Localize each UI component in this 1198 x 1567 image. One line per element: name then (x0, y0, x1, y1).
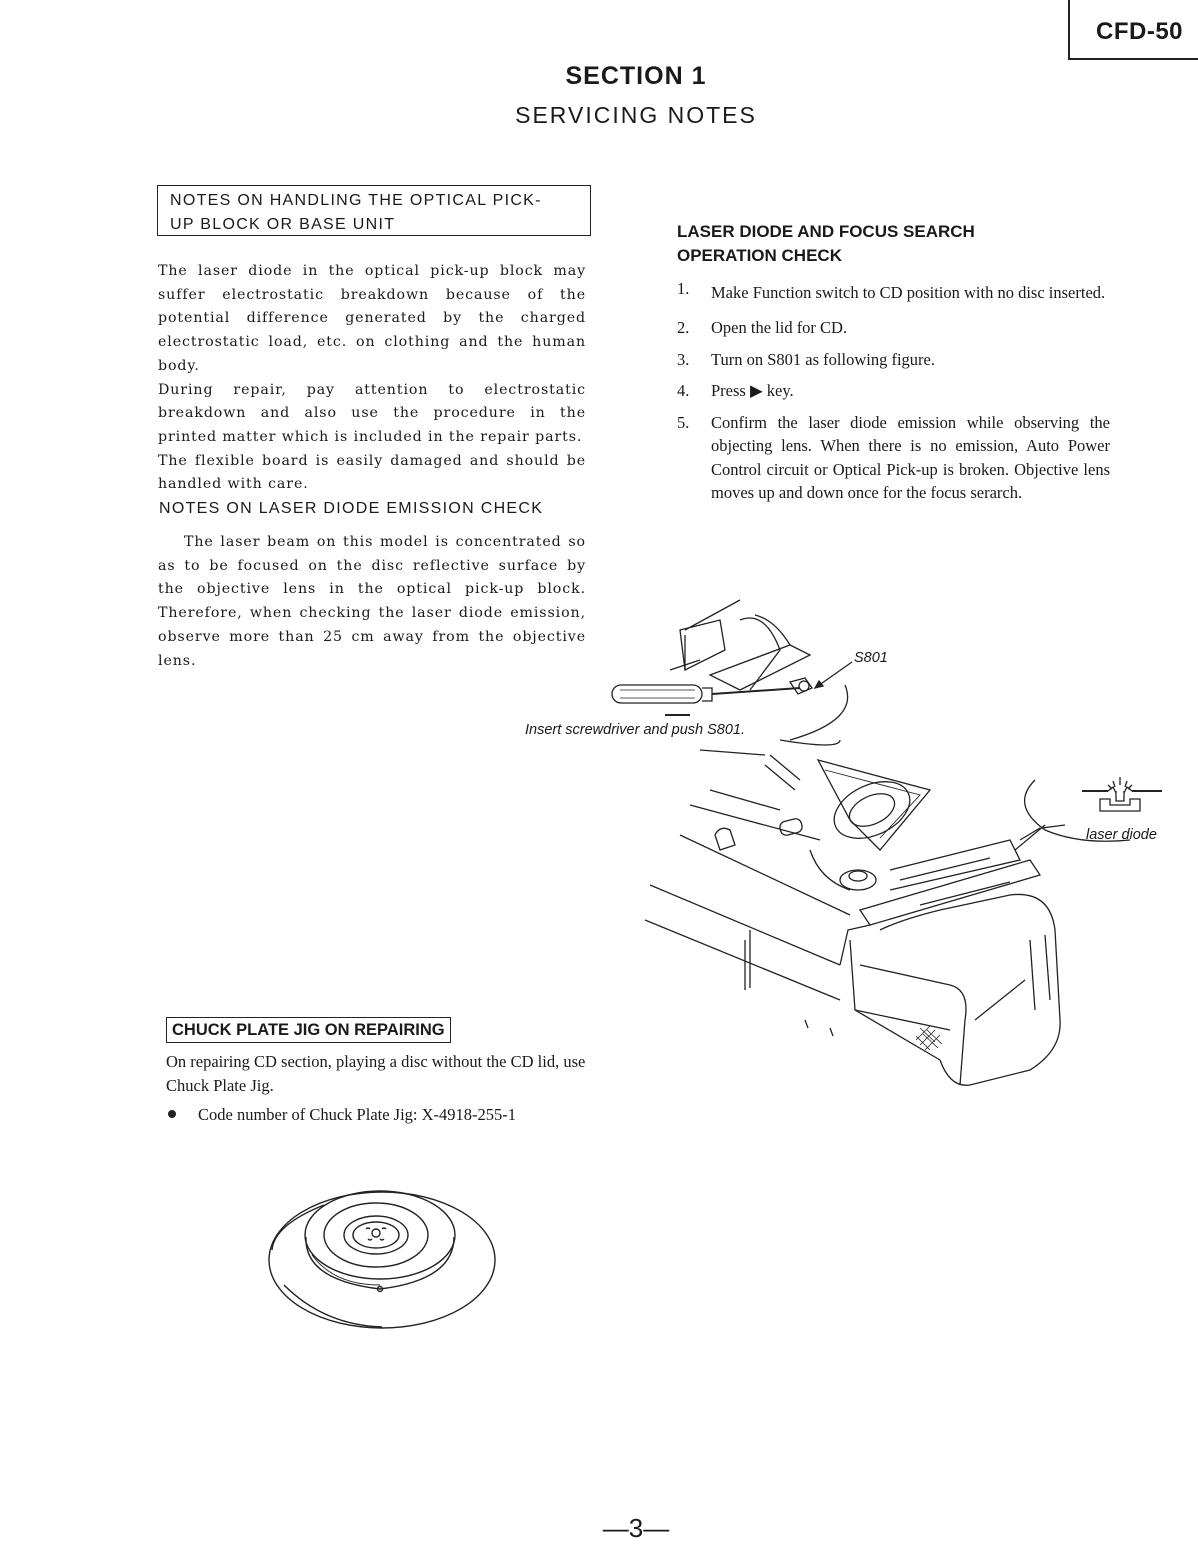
step-number: 5. (677, 412, 690, 432)
step-number: 4. (677, 381, 690, 400)
laser-diode-icon (1080, 775, 1170, 825)
chuck-plate-code (168, 1105, 516, 1125)
chuck-plate-text: On repairing CD section, playing a disc without the CD lid, use Chuck Plate Jig. (166, 1052, 586, 1095)
model-number: CFD-50 (1096, 18, 1184, 45)
step-text: Turn on S801 as following figure. (711, 349, 935, 369)
handling-paragraph-1: The laser diode in the optical pick-up block may suffer electrostatic breakdown because of the potential difference generated by the charged electrostatic load, etc. on clothing and the human body. (158, 263, 586, 374)
s801-label: S801 (854, 650, 888, 666)
laser-heading-line-2: OPERATION CHECK (677, 246, 842, 265)
laser-check-heading (677, 220, 1097, 268)
laser-check-steps (677, 277, 1110, 513)
page-number: —3— (602, 1513, 670, 1543)
handling-heading-line-2: UP BLOCK OR BASE UNIT (170, 216, 396, 233)
step-number: 3. (677, 349, 690, 369)
chuck-code-text: Code number of Chuck Plate Jig: X-4918-255-1 (198, 1105, 517, 1124)
section-title: SECTION 1 (565, 62, 707, 90)
handling-heading-line-1: NOTES ON HANDLING THE OPTICAL PICK- (170, 192, 542, 209)
handling-notes-heading (157, 185, 591, 236)
step-text: Open the lid for CD. (711, 318, 848, 337)
handling-paragraph-3: The flexible board is easily damaged and should be handled with care. (158, 452, 586, 493)
emission-check-heading: NOTES ON LASER DIODE EMISSION CHECK (159, 500, 544, 517)
emission-check-body (158, 531, 586, 673)
chuck-plate-jig-illustration (264, 1185, 504, 1335)
screwdriver-caption: Insert screwdriver and push S801. (525, 722, 746, 738)
step-item (677, 316, 1110, 340)
cd-unit-illustration (590, 590, 1190, 1110)
bullet-icon (168, 1110, 176, 1118)
step-text: Make Function switch to CD position with no disc inserted. (711, 283, 1106, 302)
handling-notes-body (158, 260, 586, 497)
chuck-plate-heading: CHUCK PLATE JIG ON REPAIRING (166, 1017, 451, 1043)
emission-paragraph: The laser beam on this model is concentrated so as to be focused on the disc reflective surface by the objective lens in the optical pick-up block. Therefore, when checking the laser diode emission, observe more than 25 cm away from the objective lens. (158, 534, 586, 669)
laser-heading-line-1: LASER DIODE AND FOCUS SEARCH (677, 222, 975, 241)
laser-diode-label: laser diode (1086, 827, 1157, 843)
step-item (677, 411, 1110, 505)
handling-paragraph-2: During repair, pay attention to electrostatic breakdown and also use the procedure in the printed matter which is included in the repair parts. (158, 381, 586, 445)
step-item (677, 277, 1110, 308)
step-text: Press ▶ key. (711, 381, 794, 400)
step-item (677, 379, 1110, 403)
step-item (677, 348, 1110, 372)
step-text: Confirm the laser diode emission while observing the objecting lens. When there is no emission, Auto Power Control circuit or Optical Pick-up is broken. Objective lens moves up and down once for the focus serarch. (711, 412, 1110, 502)
step-number: 1. (677, 279, 690, 298)
step-number: 2. (677, 318, 690, 337)
section-subtitle: SERVICING NOTES (515, 102, 757, 128)
